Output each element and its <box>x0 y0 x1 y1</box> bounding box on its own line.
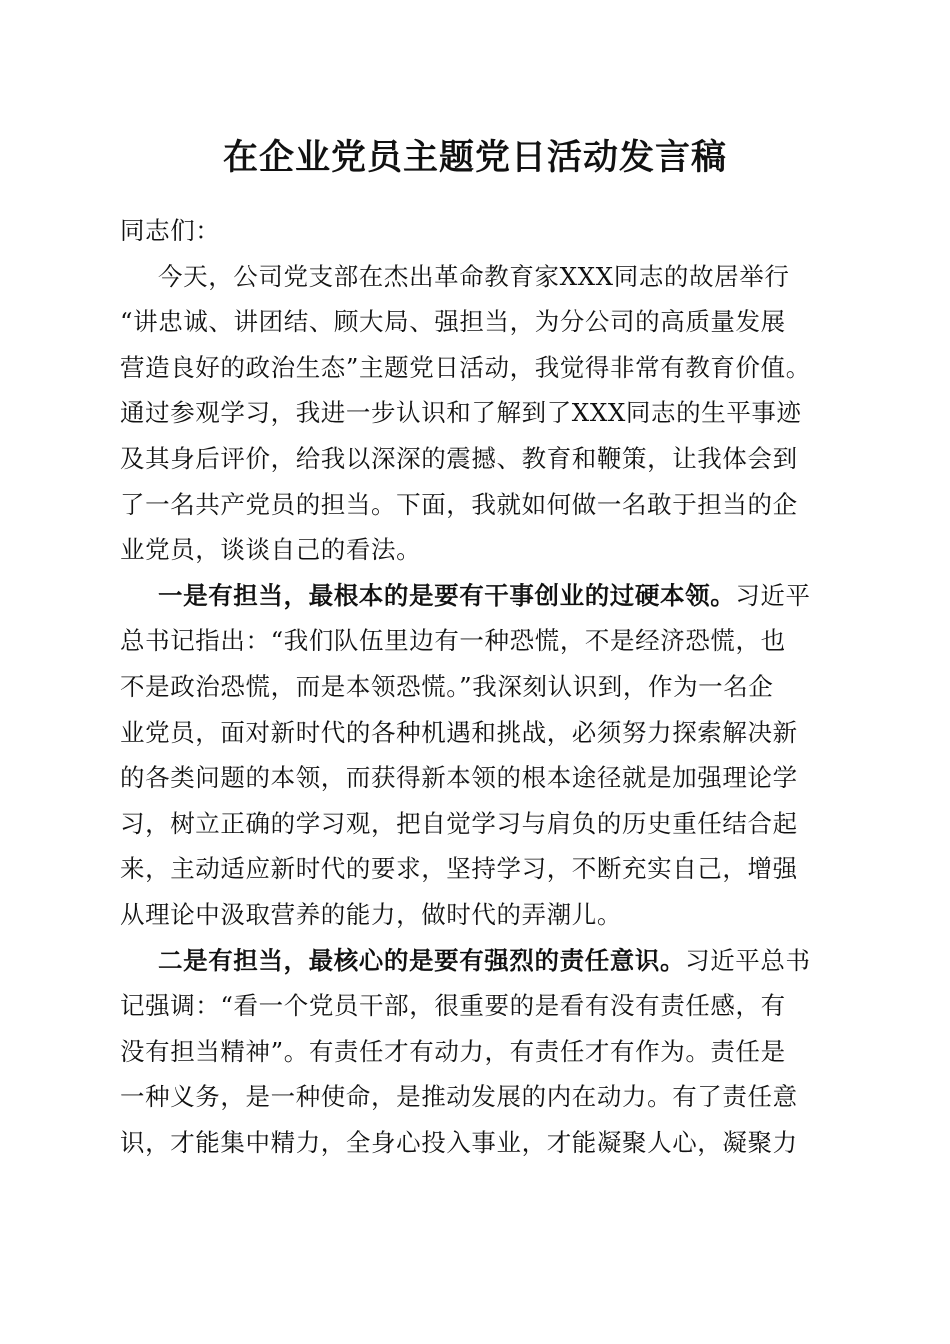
paragraph-line: 业党员，面对新时代的各种机遇和挑战，必须努力探索解决新 <box>120 717 798 747</box>
salutation: 同志们： <box>120 216 221 245</box>
paragraph-line: 营造良好的政治生态”主题党日活动，我觉得非常有教育价值。 <box>120 352 811 382</box>
paragraph-line-rest: 习近平 <box>735 580 811 610</box>
paragraph-line: 从理论中汲取营养的能力，做时代的弄潮儿。 <box>120 899 622 929</box>
paragraph-line: 了一名共产党员的担当。下面，我就如何做一名敢于担当的企 <box>120 489 798 519</box>
paragraph-lead-sentence: 一是有担当，最根本的是要有干事创业的过硬本领。 <box>158 580 736 610</box>
paragraph-line: 识，才能集中精力，全身心投入事业，才能凝聚人心，凝聚力 <box>120 1127 798 1157</box>
paragraph-line: 通过参观学习，我进一步认识和了解到了XXX同志的生平事迹 <box>120 398 802 428</box>
paragraph-line: 业党员，谈谈自己的看法。 <box>120 535 422 565</box>
paragraph-first-line <box>120 938 820 984</box>
paragraph-intro <box>120 254 820 573</box>
paragraph-first-line <box>120 573 820 619</box>
paragraph-line: 总书记指出：“我们队伍里边有一种恐慌，不是经济恐慌，也 <box>120 626 786 656</box>
paragraph-line-rest: 习近平总书 <box>685 945 811 975</box>
paragraph-line: 不是政治恐慌，而是本领恐慌。”我深刻认识到，作为一名企 <box>120 671 774 701</box>
document-title: 在企业党员主题党日活动发言稿 <box>222 137 727 178</box>
paragraph-line: 的各类问题的本领，而获得新本领的根本途径就是加强理论学 <box>120 763 798 793</box>
paragraph-line: 及其身后评价，给我以深深的震撼、教育和鞭策，让我体会到 <box>120 443 798 473</box>
paragraph-line: 今天，公司党支部在杰出革命教育家XXX同志的故居举行 <box>158 261 790 291</box>
paragraph-line: 记强调：“看一个党员干部，很重要的是看有没有责任感，有 <box>120 991 786 1021</box>
paragraph-line: “讲忠诚、讲团结、顾大局、强担当，为分公司的高质量发展 <box>120 307 786 337</box>
paragraph-line: 习，树立正确的学习观，把自觉学习与肩负的历史重任结合起 <box>120 808 798 838</box>
paragraph-ability <box>120 573 820 938</box>
paragraph-responsibility <box>120 938 820 1166</box>
paragraph-lead-sentence: 二是有担当，最核心的是要有强烈的责任意识。 <box>158 945 686 975</box>
document-body <box>120 208 820 1165</box>
paragraph-line: 没有担当精神”。有责任才有动力，有责任才有作为。责任是 <box>120 1036 786 1066</box>
paragraph-line: 一种义务，是一种使命，是推动发展的内在动力。有了责任意 <box>120 1082 798 1112</box>
paragraph-line: 来，主动适应新时代的要求，坚持学习，不断充实自己，增强 <box>120 854 798 884</box>
